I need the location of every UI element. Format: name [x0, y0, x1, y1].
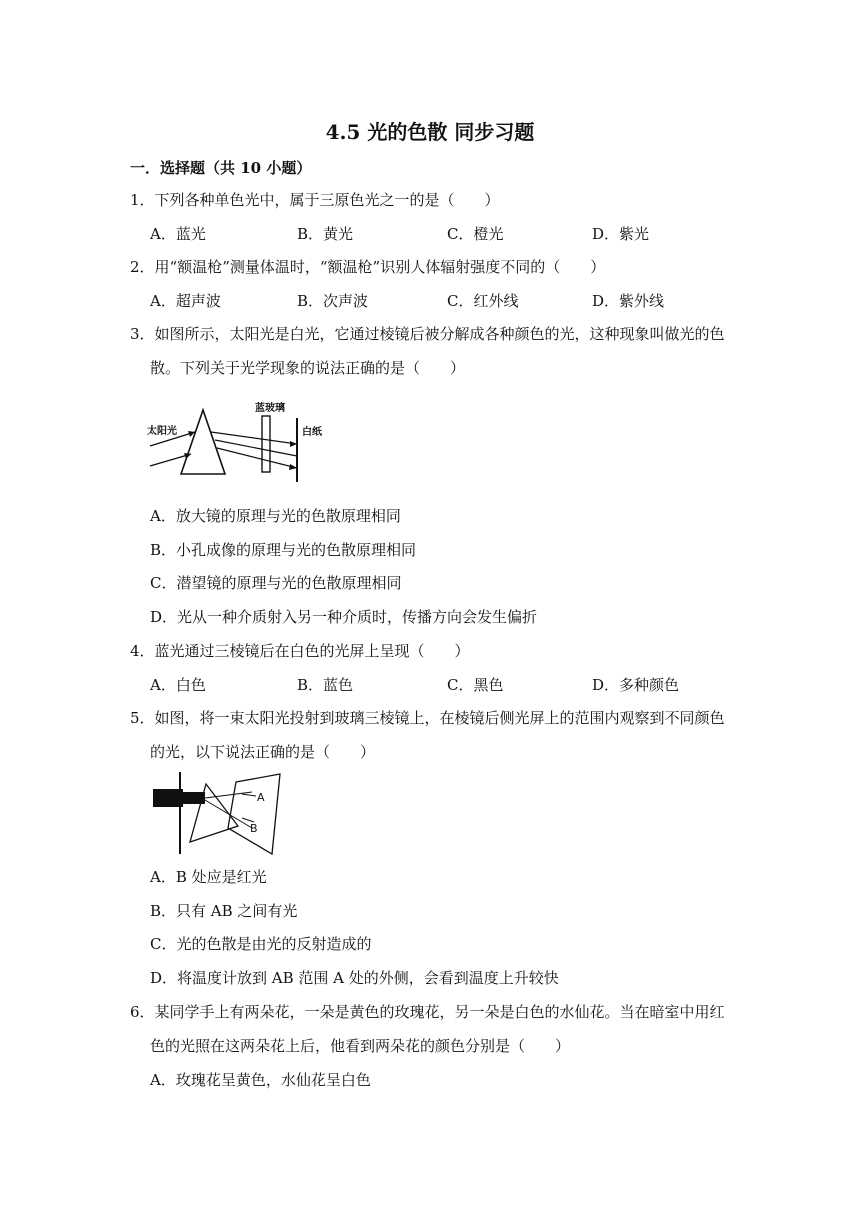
q3-option-b: B．小孔成像的原理与光的色散原理相同 [150, 541, 417, 559]
question-3-stem-line-2: 散。下列关于光学现象的说法正确的是（ ） [150, 359, 466, 377]
q1-option-b: B．黄光 [297, 225, 354, 243]
q5-option-c: C．光的色散是由光的反射造成的 [150, 935, 372, 953]
question-2-stem: 2．用“额温枪”测量体温时，“额温枪”识别人体辐射强度不同的（ ） [130, 258, 606, 276]
q2-option-c: C．红外线 [447, 292, 519, 310]
prism-spectrum-figure [150, 770, 300, 858]
prism-blue-glass-figure [145, 398, 345, 484]
question-3-stem-line-1: 3．如图所示，太阳光是白光，它通过棱镜后被分解成各种颜色的光，这种现象叫做光的色 [130, 325, 725, 343]
q2-option-b: B．次声波 [297, 292, 369, 310]
section-heading: 一．选择题（共 10 小题） [130, 159, 312, 177]
q2-option-a: A．超声波 [150, 292, 221, 310]
q4-option-d: D．多种颜色 [592, 676, 680, 694]
question-1-stem: 1．下列各种单色光中，属于三原色光之一的是（ ） [130, 191, 500, 209]
q3-option-c: C．潜望镜的原理与光的色散原理相同 [150, 574, 402, 592]
q4-option-a: A．白色 [150, 676, 206, 694]
q2-option-d: D．紫外线 [592, 292, 665, 310]
question-5-stem-line-2: 的光，以下说法正确的是（ ） [150, 743, 376, 761]
q5-option-a: A．B 处应是红光 [150, 868, 267, 886]
q4-option-c: C．黑色 [447, 676, 504, 694]
question-6-stem-line-1: 6．某同学手上有两朵花，一朵是黄色的玫瑰花，另一朵是白色的水仙花。当在暗室中用红 [130, 1003, 725, 1021]
q1-option-c: C．橙光 [447, 225, 504, 243]
q3-option-a: A．放大镜的原理与光的色散原理相同 [150, 507, 401, 525]
figure-white-paper-label: 白纸 [302, 427, 322, 438]
spectrum-label-b: B [250, 822, 258, 835]
q3-option-d: D．光从一种介质射入另一种介质时，传播方向会发生偏折 [150, 608, 538, 626]
q1-option-d: D．紫光 [592, 225, 650, 243]
q5-option-b: B．只有 AB 之间有光 [150, 902, 298, 920]
q1-option-a: A．蓝光 [150, 225, 206, 243]
q6-option-a: A．玫瑰花呈黄色，水仙花呈白色 [150, 1071, 371, 1089]
q4-option-b: B．蓝色 [297, 676, 354, 694]
question-6-stem-line-2: 色的光照在这两朵花上后，他看到两朵花的颜色分别是（ ） [150, 1037, 571, 1055]
question-4-stem: 4．蓝光通过三棱镜后在白色的光屏上呈现（ ） [130, 642, 470, 660]
q5-option-d: D．将温度计放到 AB 范围 A 处的外侧，会看到温度上升较快 [150, 969, 559, 987]
figure-sunlight-label: 太阳光 [147, 426, 177, 437]
spectrum-label-a: A [257, 791, 265, 804]
page-title: 4.5 光的色散 同步习题 [325, 120, 535, 144]
question-5-stem-line-1: 5．如图，将一束太阳光投射到玻璃三棱镜上，在棱镜后侧光屏上的范围内观察到不同颜色 [130, 709, 725, 727]
figure-blue-glass-label: 蓝玻璃 [255, 403, 285, 414]
